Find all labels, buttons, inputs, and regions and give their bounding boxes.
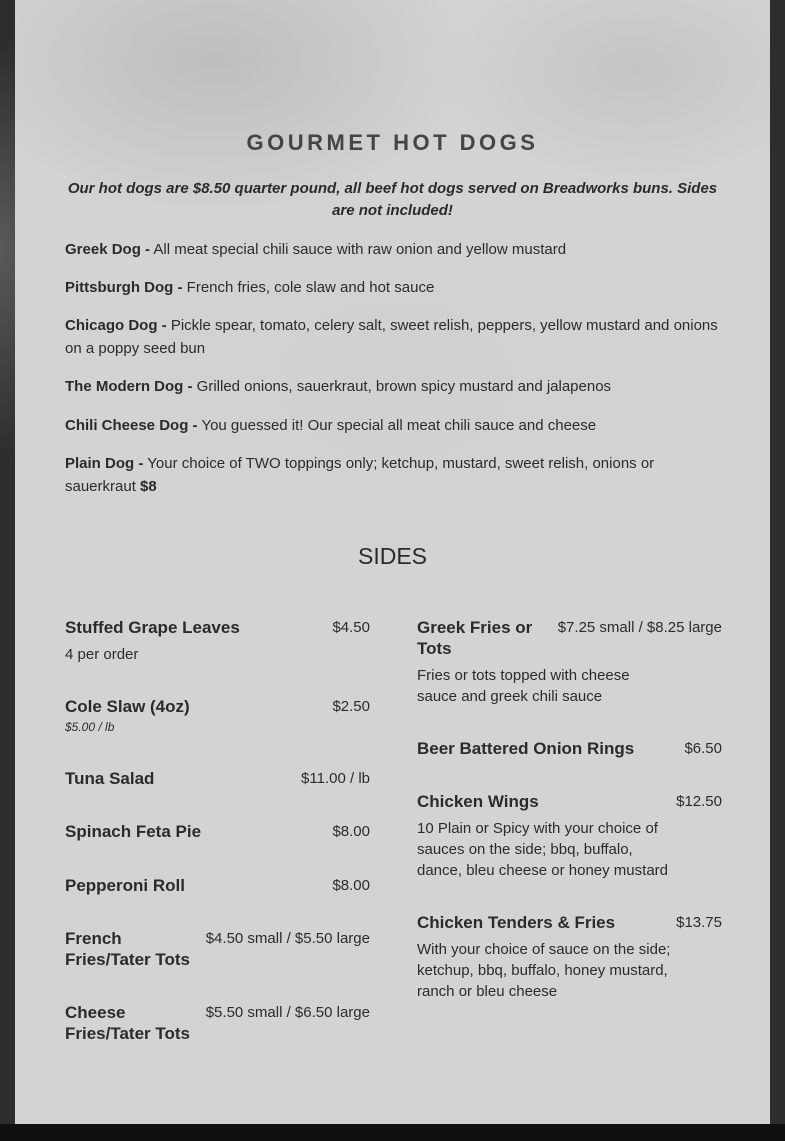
- hot-dog-name: Chili Cheese Dog -: [65, 417, 198, 434]
- hot-dog-name: Greek Dog -: [65, 241, 151, 258]
- section-title-sides: SIDES: [357, 543, 428, 569]
- side-item-name: Stuffed Grape Leaves: [65, 618, 240, 637]
- hot-dogs-intro: Our hot dogs are $8.50 quarter pound, all beef hot dogs served on Breadworks buns. Sides are not included!: [67, 180, 718, 219]
- side-item-price: $13.75: [676, 914, 722, 931]
- footer-strip: [0, 1124, 785, 1141]
- side-item-name: Tuna Salad: [65, 769, 155, 788]
- side-item-name: Cole Slaw (4oz): [65, 697, 190, 716]
- hot-dog-item: [65, 415, 720, 438]
- hot-dog-item: [65, 315, 720, 360]
- side-item-price: $8.00: [332, 877, 370, 894]
- side-item-name: Pepperoni Roll: [65, 876, 185, 895]
- side-item-price: $4.50 small / $5.50 large: [205, 930, 370, 947]
- hot-dog-desc: French fries, cole slaw and hot sauce: [186, 279, 435, 296]
- side-item-name: Chicken Wings: [417, 792, 539, 811]
- hot-dog-desc: Grilled onions, sauerkraut, brown spicy mustard and jalapenos: [196, 378, 612, 395]
- hot-dog-item: [65, 277, 720, 300]
- hot-dog-desc: You guessed it! Our special all meat chili sauce and cheese: [201, 417, 597, 434]
- side-item-note: $5.00 / lb: [65, 720, 115, 734]
- side-item-name: Chicken Tenders & Fries: [417, 913, 616, 932]
- hot-dog-desc: Pickle spear, tomato, celery salt, sweet relish, peppers, yellow mustard and onions on a poppy seed bun: [65, 317, 718, 357]
- side-item-price: $6.50: [684, 740, 722, 757]
- hot-dog-name: The Modern Dog -: [65, 378, 193, 395]
- menu-panel: [15, 0, 770, 1124]
- hot-dog-item: [65, 453, 720, 498]
- hot-dog-item: [65, 239, 720, 262]
- hot-dog-price: $8: [140, 477, 157, 495]
- hot-dog-desc: Your choice of TWO toppings only; ketchup, mustard, sweet relish, onions or sauerkraut: [65, 455, 655, 495]
- side-item-name: Beer Battered Onion Rings: [417, 739, 635, 758]
- side-item-name: Spinach Feta Pie: [65, 822, 202, 841]
- side-item-price: $12.50: [676, 793, 722, 810]
- side-item-price: $8.00: [332, 823, 370, 840]
- side-item-price: $5.50 small / $6.50 large: [205, 1004, 370, 1021]
- side-item-price: $2.50: [332, 698, 370, 715]
- side-item-name: Cheese Fries/Tater Tots: [65, 1003, 191, 1043]
- side-item-desc: 4 per order: [65, 646, 139, 663]
- hot-dog-desc: All meat special chili sauce with raw onion and yellow mustard: [153, 241, 567, 258]
- side-item-price: $11.00 / lb: [301, 770, 370, 787]
- section-title-hot-dogs: GOURMET HOT DOGS: [246, 130, 539, 155]
- side-item-price: $7.25 small / $8.25 large: [557, 619, 722, 636]
- hot-dog-name: Pittsburgh Dog -: [65, 279, 183, 296]
- hot-dog-name: Chicago Dog -: [65, 317, 167, 334]
- side-item-name: Greek Fries or Tots: [417, 618, 533, 658]
- side-item-desc: Fries or tots topped with cheese sauce and greek chili sauce: [417, 667, 630, 705]
- side-item-name: French Fries/Tater Tots: [65, 929, 191, 969]
- hot-dog-item: [65, 376, 720, 399]
- side-item-price: $4.50: [332, 619, 370, 636]
- hot-dog-name: Plain Dog -: [65, 455, 144, 472]
- side-item-desc: With your choice of sauce on the side; ketchup, bbq, buffalo, honey mustard, ranch or bleu cheese: [417, 941, 671, 1000]
- side-item-desc: 10 Plain or Spicy with your choice of sauces on the side; bbq, buffalo, dance, bleu cheese or honey mustard: [417, 820, 668, 879]
